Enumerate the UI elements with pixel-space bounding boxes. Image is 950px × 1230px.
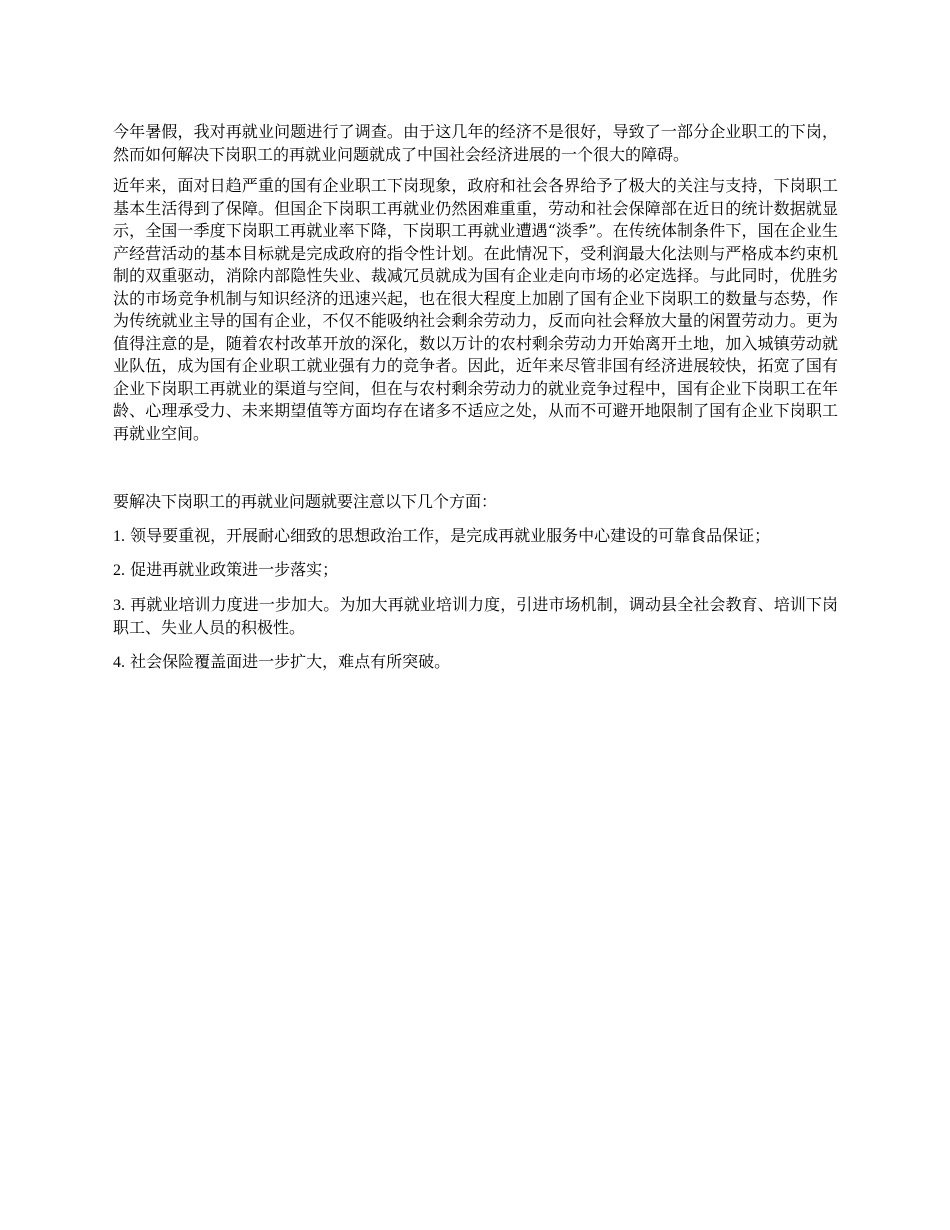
list-item-number: 3.: [113, 596, 125, 614]
list-item-number: 1.: [113, 527, 125, 545]
list-item-text: 领导要重视，开展耐心细致的思想政治工作，是完成再就业服务中心建设的可靠食品保证；: [130, 525, 771, 545]
list-item-3: [113, 594, 838, 640]
list-intro: 要解决下岗职工的再就业问题就要注意以下几个方面：: [113, 492, 498, 511]
list-item-text: 再就业培训力度进一步加大。为加大再就业培训力度，引进市场机制，调动县全社会教育、培训下岗职工、失业人员的积极性。: [113, 594, 838, 637]
paragraph-1: 今年暑假，我对再就业问题进行了调查。由于这几年的经济不是很好，导致了一部分企业职工的下岗，然而如何解决下岗职工的再就业问题就成了中国社会经济进展的一个很大的障碍。: [113, 122, 838, 164]
list-item-number: 2.: [113, 562, 125, 579]
list-item-2: [113, 559, 838, 583]
list-item-1: [113, 525, 838, 549]
list-item-4: [113, 651, 838, 675]
list-item-text: 社会保险覆盖面进一步扩大，难点有所突破。: [130, 651, 451, 671]
list-item-text: 促进再就业政策进一步落实；: [130, 560, 339, 579]
document-body: [113, 121, 838, 674]
section-gap: [113, 445, 838, 491]
paragraph-2: 近年来，面对日趋严重的国有企业职工下岗现象，政府和社会各界给予了极大的关注与支持，下岗职工基本生活得到了保障。但国企下岗职工再就业仍然困难重重，劳动和社会保障部在近日的统计数据就显示，全国一季度下岗职工再就业率下降，下岗职工再就业遭遇“淡季”。在传统体制条件下，国在企业生产经营活动的基本目标就是完成政府的指令性计划。在此情况下，受利润最大化法则与严格成本约束机制的双重驱动，消除内部隐性失业、裁减冗员就成为国有企业走向市场的必定选择。与此同时，优胜劣汰的市场竞争机制与知识经济的迅速兴起，也在很大程度上加剧了国有企业下岗职工的数量与态势，作为传统就业主导的国有企业，不仅不能吸纳社会剩余劳动力，反而向社会释放大量的闲置劳动力。更为值得注意的是，随着农村改革开放的深化，数以万计的农村剩余劳动力开始离开土地，加入城镇劳动就业队伍，成为国有企业职工就业强有力的竞争者。因此，近年来尽管非国有经济进展较快，拓宽了国有企业下岗职工再就业的渠道与空间，但在与农村剩余劳动力的就业竞争过程中，国有企业下岗职工在年龄、心理承受力、未来期望值等方面均存在诸多不适应之处，从而不可避开地限制了国有企业下岗职工再就业空间。: [113, 176, 838, 443]
list-item-number: 4.: [113, 653, 125, 671]
